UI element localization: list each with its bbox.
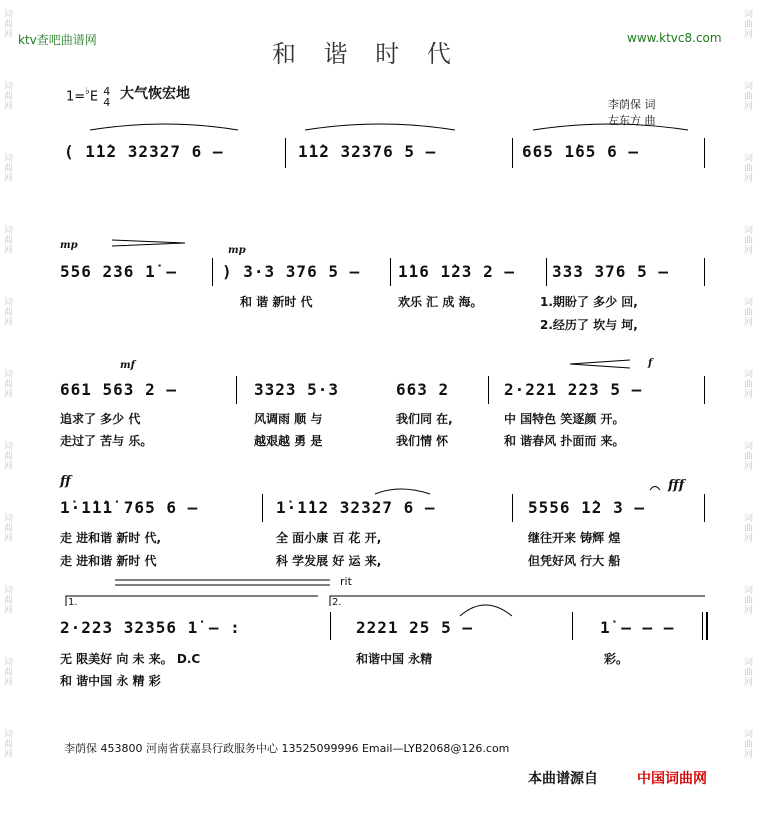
measure-3: 665 1̇65 6 – [522, 142, 639, 161]
lyric-line: 2.经历了 坎与 坷, [540, 318, 638, 332]
flat-sign: ♭ [85, 86, 90, 97]
watermark-text: 词 曲 网 [744, 442, 754, 472]
slur [460, 605, 512, 616]
slur [533, 124, 688, 130]
dynamic-mark: mf [120, 360, 135, 371]
bar-line [390, 258, 391, 286]
watermark-text: 词 曲 网 [744, 514, 754, 544]
lyric-line: 我们情 怀 [396, 434, 449, 448]
watermark-text: 词 曲 网 [4, 82, 14, 112]
watermark-text: 词 曲 网 [744, 730, 754, 760]
lyric-line: 我们同 在, [396, 412, 453, 426]
measure-1: ( 1̇1̇2 32327 6 – [64, 142, 224, 161]
slur [305, 124, 455, 130]
bar-line [262, 494, 263, 522]
lyric-line: 和 谐春风 扑面而 来。 [504, 434, 625, 448]
lyric-line: 中 国特色 笑逐颜 开。 [504, 412, 625, 426]
tempo-marking: 大气恢宏地 [120, 86, 190, 102]
lyricist-credit: 李荫保 词 [608, 98, 656, 111]
bar-line [512, 138, 513, 168]
watermark-text: 词 曲 网 [744, 586, 754, 616]
lyric-line: 和谐中国 永精 [356, 652, 433, 666]
measure-9b: 663 2 [396, 380, 450, 399]
dynamic-mark: mp [60, 240, 78, 251]
measure-2: 1̇1̇2 32376 5 – [298, 142, 437, 161]
bar-line [212, 258, 213, 286]
lyric-line: 风调雨 顺 与 [254, 412, 323, 426]
dynamic-mark: mp [228, 245, 246, 256]
site-url-right[interactable]: www.ktvc8.com [627, 31, 722, 45]
measure-16: 1̇ – – – [600, 618, 675, 637]
lyric-line: 越艰越 勇 是 [254, 434, 323, 448]
key-note: E [89, 89, 99, 105]
dynamic-mark: f [648, 358, 653, 369]
final-bar-thin [702, 612, 703, 640]
rit-mark: rit [340, 575, 352, 588]
hairpin [570, 360, 630, 368]
watermark-text: 词 曲 网 [4, 730, 14, 760]
volta-1-label: 1. [68, 597, 78, 608]
bar-line [285, 138, 286, 168]
watermark-text: 词 曲 网 [744, 10, 754, 40]
measure-13: 5556 1̇2 3 – [528, 498, 645, 517]
lyric-line: 科 学发展 好 运 来, [276, 554, 382, 568]
composer-credit: 左东方 曲 [608, 114, 656, 127]
source-site-link[interactable]: 中国词曲网 [637, 771, 707, 787]
lyric-line: 走 进和谐 新时 代, [60, 531, 162, 545]
lyric-line: 和 谐中国 永 精 彩 [60, 674, 161, 688]
slur [90, 124, 238, 130]
measure-8: 661 563 2 – [60, 380, 177, 399]
lyric-line: 走过了 苦与 乐。 [60, 434, 153, 448]
bar-line [546, 258, 547, 286]
contact-info: 李荫保 453800 河南省获嘉县行政服务中心 13525099996 Email—LYB2068@126.com [64, 742, 510, 755]
bar-line [704, 494, 705, 522]
watermark-text: 词 曲 网 [4, 658, 14, 688]
measure-5: ) 3·3 376 5 – [222, 262, 361, 281]
volta-2-label: 2. [332, 597, 342, 608]
source-label: 本曲谱源自 [528, 771, 598, 787]
watermark-text: 词 曲 网 [4, 10, 14, 40]
measure-14: 2·223 32356 1̇ – : [60, 618, 241, 637]
volta-2 [330, 596, 705, 606]
time-bottom: 4 [103, 96, 111, 109]
final-bar-thick [706, 612, 708, 640]
hairpin [112, 240, 185, 246]
fermata [650, 487, 660, 491]
watermark-text: 词 曲 网 [744, 370, 754, 400]
watermark-text: 词 曲 网 [744, 226, 754, 256]
lyric-line: 彩。 [604, 652, 629, 666]
watermark-text: 词 曲 网 [4, 154, 14, 184]
lyric-line: 欢乐 汇 成 海。 [398, 295, 483, 309]
measure-4: 556 236 1̇ – [60, 262, 177, 281]
bar-line [512, 494, 513, 522]
measure-10: 2·221 223 5 – [504, 380, 643, 399]
dynamic-mark: fff [668, 478, 685, 493]
watermark-text: 词 曲 网 [744, 658, 754, 688]
measure-9: 3323 5·3 [254, 380, 340, 399]
song-title: 和 谐 时 代 [272, 40, 461, 68]
watermark-text: 词 曲 网 [4, 298, 14, 328]
measure-11: 1̇·1̇1̇1̇ 765 6 – [60, 498, 199, 517]
slur [375, 489, 430, 494]
measure-6: 1̇16 1̇23 2 – [398, 262, 515, 281]
bar-line [704, 258, 705, 286]
bar-line [572, 612, 573, 640]
lyric-line: 走 进和谐 新时 代 [60, 554, 157, 568]
lyric-line: 和 谐 新时 代 [240, 295, 313, 309]
watermark-text: 词 曲 网 [4, 226, 14, 256]
watermark-text: 词 曲 网 [4, 370, 14, 400]
lyric-line: 全 面小康 百 花 开, [276, 531, 382, 545]
bar-line [704, 138, 705, 168]
watermark-text: 词 曲 网 [744, 298, 754, 328]
bar-line [330, 612, 331, 640]
lyric-line: 追求了 多少 代 [60, 412, 141, 426]
watermark-text: 词 曲 网 [4, 514, 14, 544]
bar-line [236, 376, 237, 404]
lyric-line: 但凭好风 行大 船 [528, 554, 621, 568]
measure-12: 1̇·1̇12 32327 6 – [276, 498, 436, 517]
bar-line [488, 376, 489, 404]
lyric-line: 继往开来 铸辉 煌 [528, 531, 621, 545]
site-name-left[interactable]: ktv查吧曲谱网 [18, 33, 97, 47]
key-label: 1= [66, 89, 86, 105]
measure-15: 2221 25 5 – [356, 618, 473, 637]
dynamic-mark: ff [60, 474, 71, 489]
watermark-text: 词 曲 网 [4, 586, 14, 616]
lyric-line: 无 限美好 向 未 来。 D.C [60, 652, 201, 666]
watermark-text: 词 曲 网 [4, 442, 14, 472]
bar-line [704, 376, 705, 404]
time-top: 4 [103, 85, 111, 98]
watermark-text: 词 曲 网 [744, 154, 754, 184]
measure-7: 333 376 5 – [552, 262, 669, 281]
watermark-text: 词 曲 网 [744, 82, 754, 112]
volta-1 [66, 596, 318, 606]
lyric-line: 1.期盼了 多少 回, [540, 295, 638, 309]
